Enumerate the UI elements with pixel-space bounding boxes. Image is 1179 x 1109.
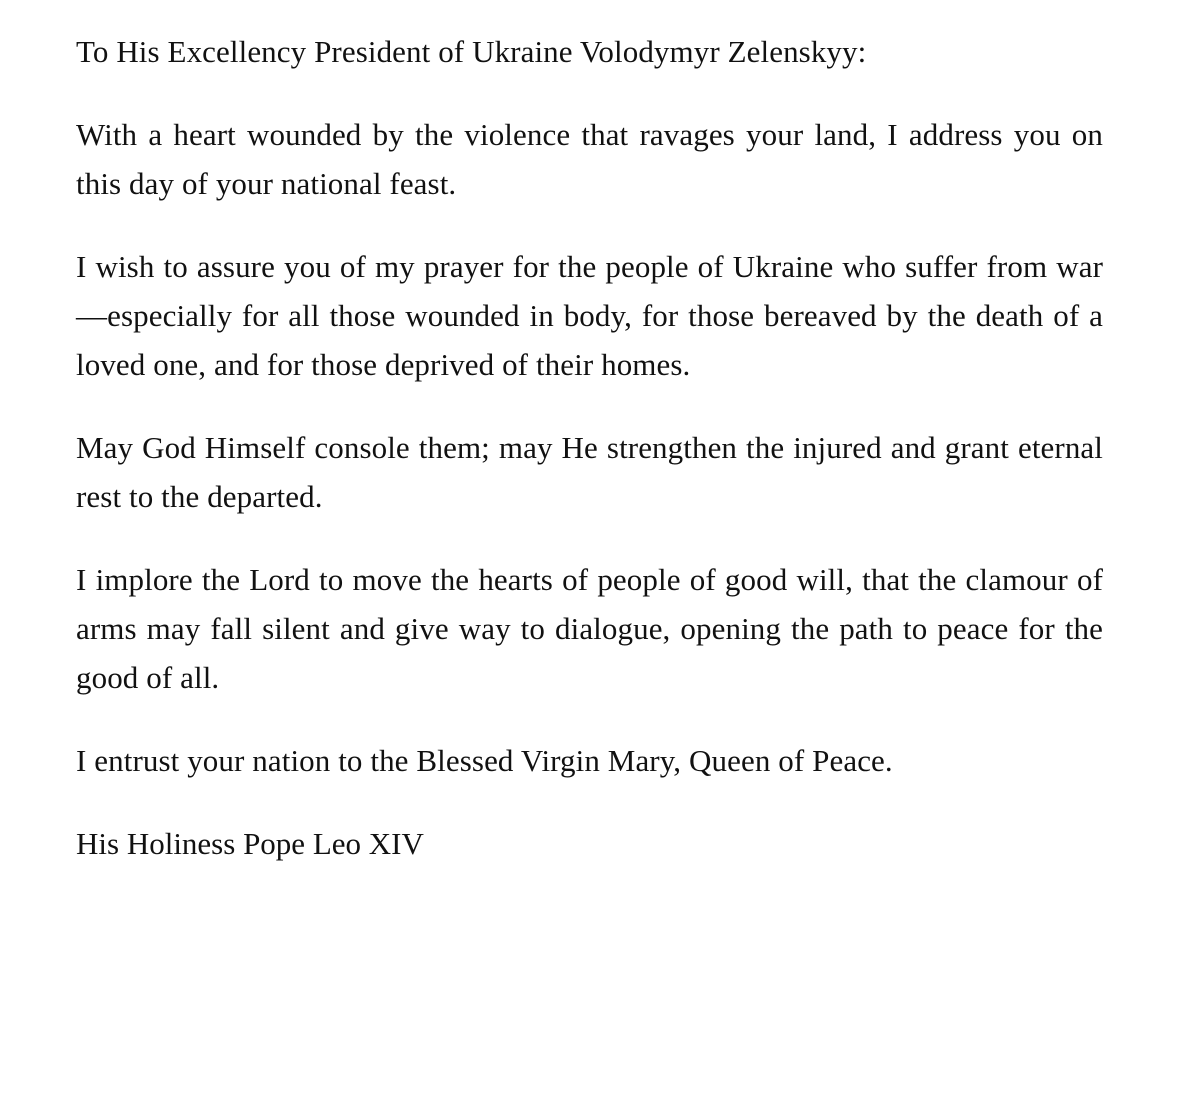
letter-paragraph-3: May God Himself console them; may He strengthen the injured and grant eternal rest to the departed. <box>76 429 1103 514</box>
letter-paragraph-4: I implore the Lord to move the hearts of people of good will, that the clamour of arms may fall silent and give way to dialogue, opening the path to peace for the good of all. <box>76 561 1103 695</box>
letter-paragraph-2: I wish to assure you of my prayer for the people of Ukraine who suffer from war—especially for all those wounded in body, for those bereaved by the death of a loved one, and for those deprived of their homes. <box>76 248 1103 382</box>
letter-paragraph-1: With a heart wounded by the violence that ravages your land, I address you on this day of your national feast. <box>76 116 1103 201</box>
letter-signature: His Holiness Pope Leo XIV <box>76 825 424 861</box>
letter-paragraph-5: I entrust your nation to the Blessed Virgin Mary, Queen of Peace. <box>76 742 893 778</box>
letter-body <box>76 28 1103 869</box>
letter-salutation: To His Excellency President of Ukraine Volodymyr Zelenskyy: <box>76 34 867 69</box>
